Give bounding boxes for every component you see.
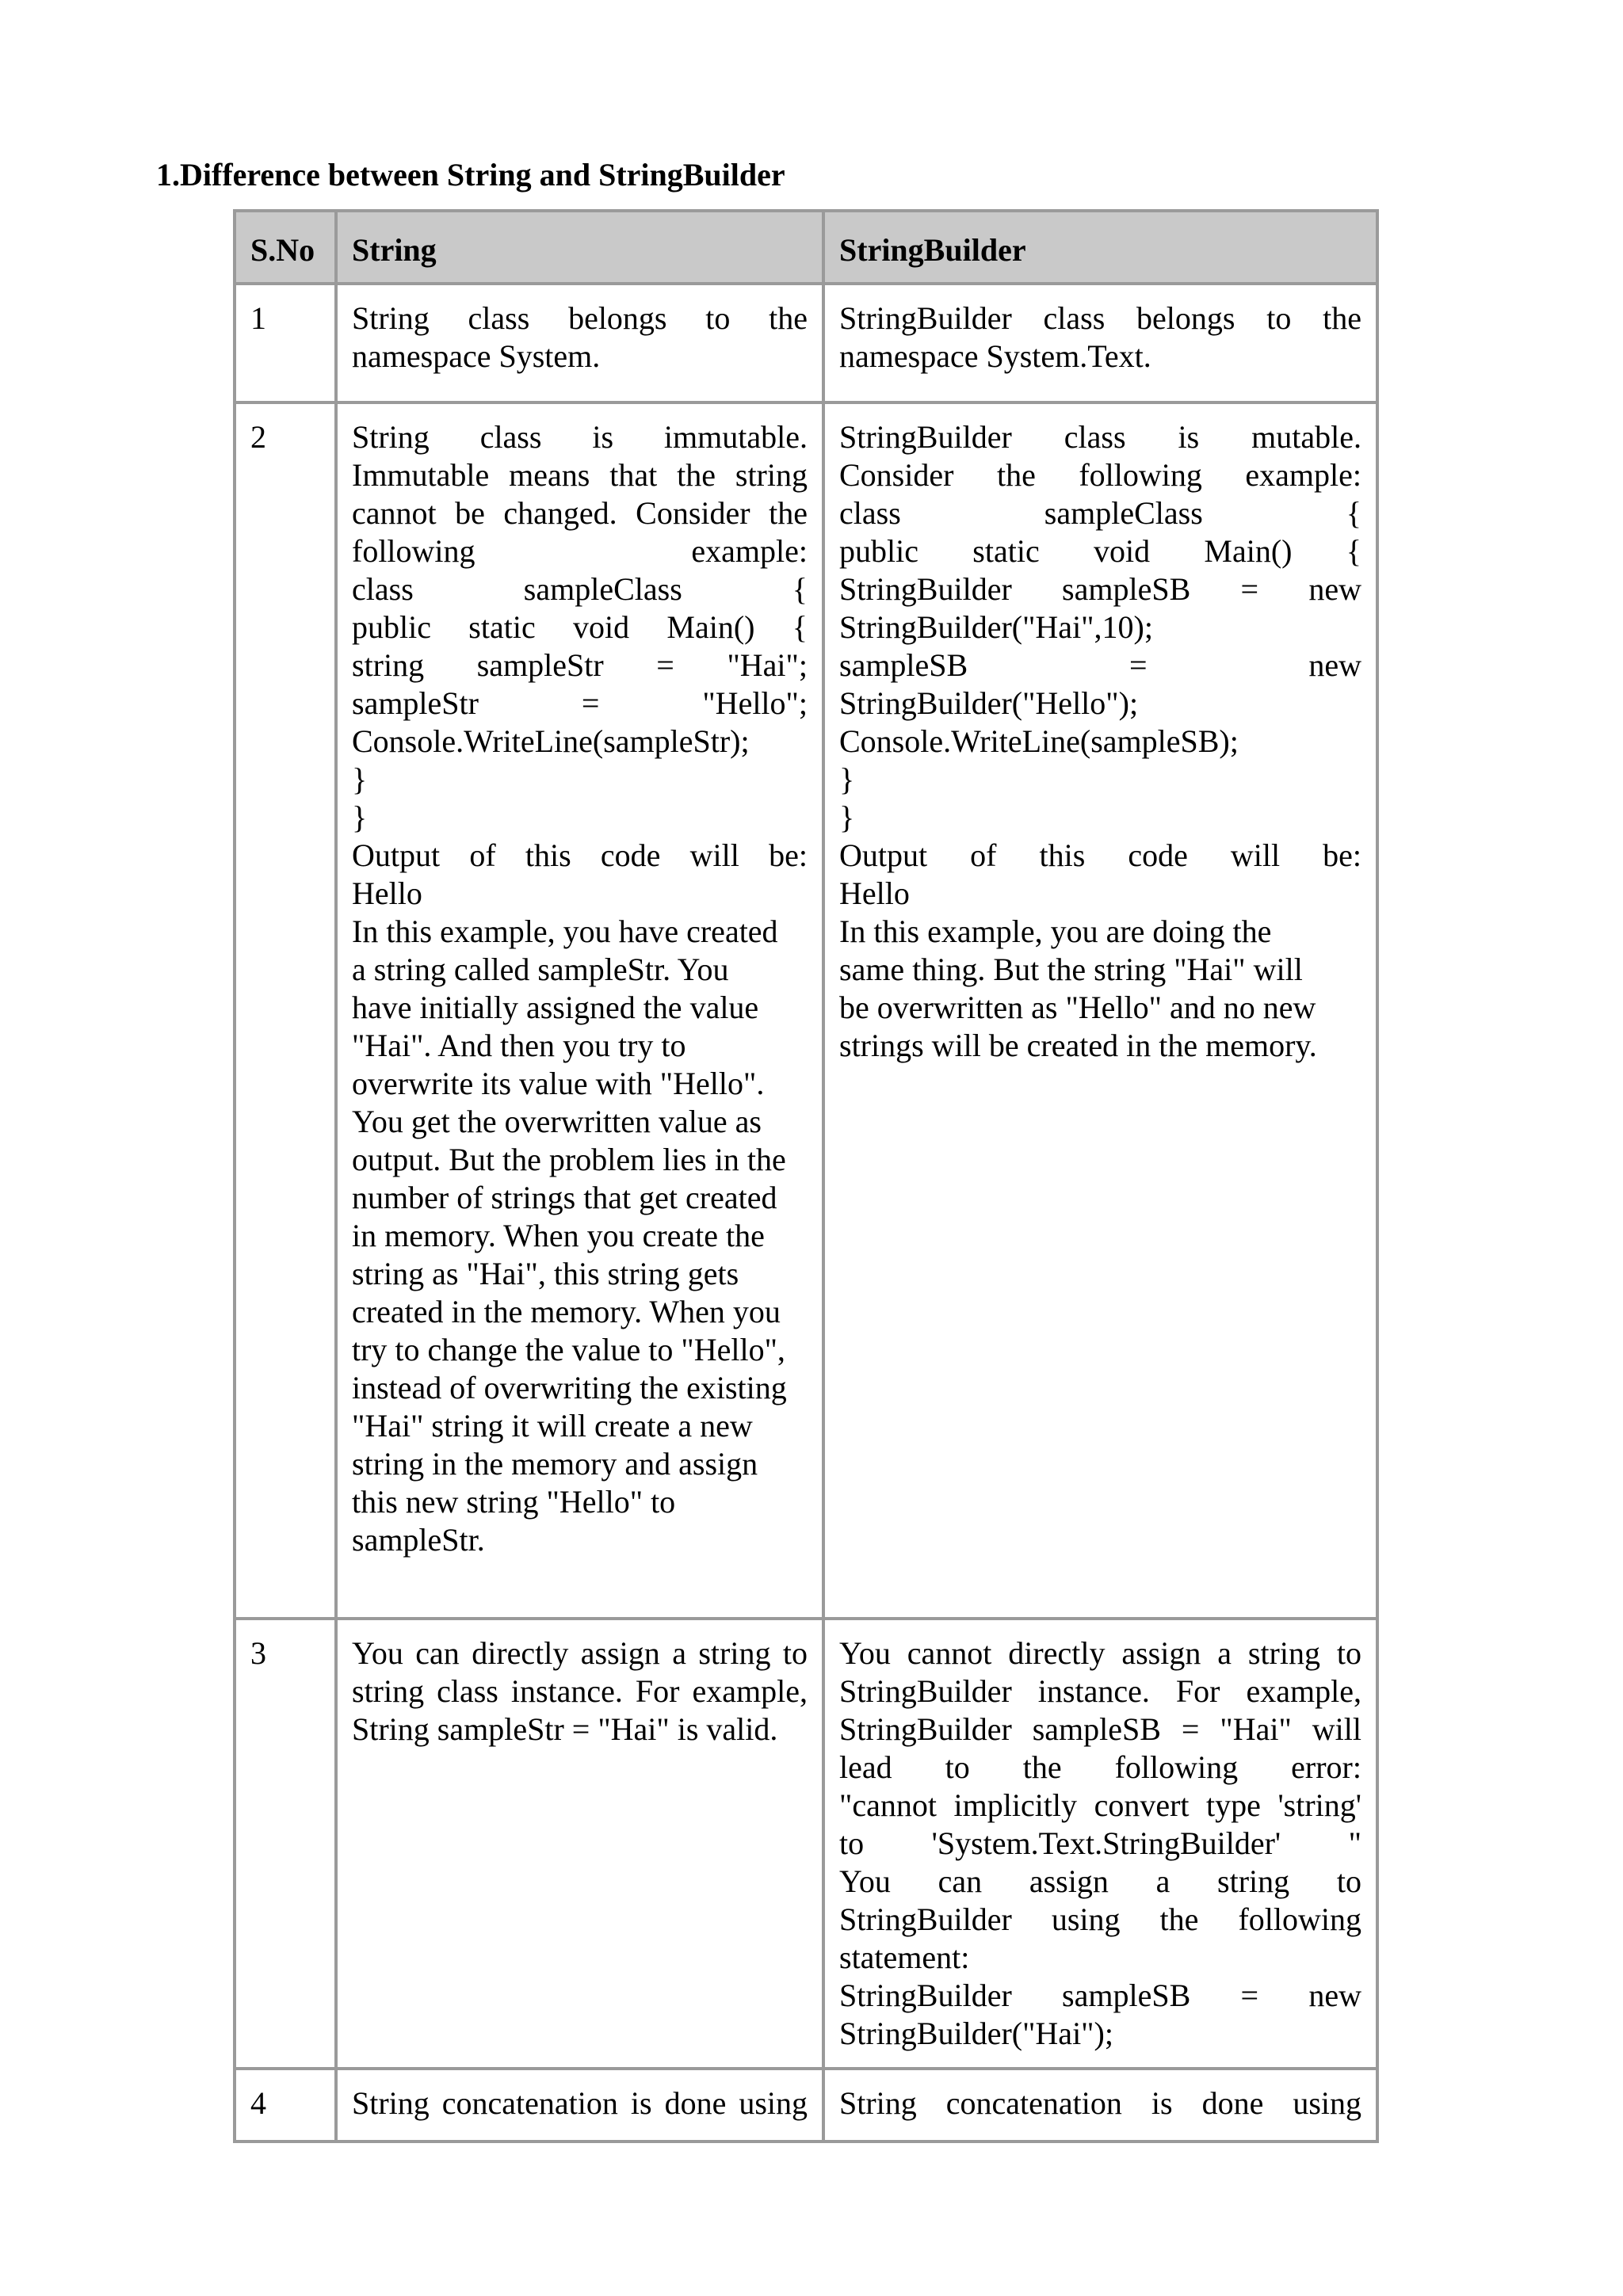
cell-line: StringBuilder using the following [839, 1901, 1361, 1937]
table-row [235, 1619, 1377, 2069]
table-row [235, 284, 1377, 402]
cell-line: number of strings that get created [352, 1180, 777, 1215]
cell-line: Consider the following example: [839, 457, 1361, 493]
cell-line: this new string "Hello" to [352, 1484, 676, 1520]
cell-line: StringBuilder("Hello"); [839, 685, 1139, 721]
cell-line: sampleStr = "Hello"; [352, 685, 808, 721]
cell-line: In this example, you are doing the [839, 913, 1272, 949]
cell-line: class sampleClass { [352, 571, 808, 607]
cell-line: strings will be created in the memory. [839, 1028, 1317, 1063]
cell-line: "Hai". And then you try to [352, 1028, 686, 1063]
cell-line: StringBuilder("Hai"); [839, 2016, 1113, 2051]
cell-line: be overwritten as "Hello" and no new [839, 990, 1316, 1025]
cell-stringbuilder [823, 1619, 1377, 2069]
cell-line: StringBuilder instance. For example, [839, 1673, 1361, 1709]
cell-string [336, 1619, 823, 2069]
cell-line: cannot be changed. Consider the [352, 495, 808, 531]
cell-line: Output of this code will be: [839, 837, 1361, 873]
page-title: 1.Difference between String and StringBuilder [156, 157, 785, 193]
table-row [235, 2069, 1377, 2142]
cell-line: StringBuilder class is mutable. [839, 419, 1361, 455]
cell-string [336, 402, 823, 1619]
cell-line: statement: [839, 1939, 970, 1975]
cell-line: Output of this code will be: [352, 837, 808, 873]
cell-line: in memory. When you create the [352, 1218, 765, 1253]
cell-sno: 4 [235, 2069, 336, 2142]
cell-line: Hello [352, 875, 422, 911]
table-row [235, 402, 1377, 1619]
cell-line: namespace System. [352, 338, 601, 374]
header-stringbuilder: StringBuilder [823, 211, 1377, 284]
cell-line: overwrite its value with "Hello". [352, 1066, 765, 1101]
cell-line: Console.WriteLine(sampleSB); [839, 723, 1239, 759]
cell-line: to 'System.Text.StringBuilder' " [839, 1825, 1361, 1861]
cell-line: lead to the following error: [839, 1749, 1361, 1785]
cell-line: String class is immutable. [352, 419, 808, 455]
cell-line: Console.WriteLine(sampleStr); [352, 723, 750, 759]
cell-sno: 1 [235, 284, 336, 402]
cell-line: same thing. But the string "Hai" will [839, 952, 1303, 987]
cell-string [336, 284, 823, 402]
cell-string [336, 2069, 823, 2142]
comparison-table [233, 209, 1379, 2143]
cell-line: StringBuilder("Hai",10); [839, 609, 1153, 645]
table-header-row [235, 211, 1377, 284]
cell-line: instead of overwriting the existing [352, 1370, 787, 1405]
cell-line: Hello [839, 875, 910, 911]
cell-line: String class belongs to the [352, 300, 808, 336]
cell-line: output. But the problem lies in the [352, 1142, 786, 1177]
cell-sno: 2 [235, 402, 336, 1619]
cell-line: have initially assigned the value [352, 990, 759, 1025]
cell-line: namespace System.Text. [839, 338, 1151, 374]
header-string: String [336, 211, 823, 284]
cell-line: String sampleStr = "Hai" is valid. [352, 1711, 778, 1747]
cell-line: StringBuilder sampleSB = new [839, 1978, 1361, 2013]
cell-line: } [839, 761, 855, 797]
cell-line: In this example, you have created [352, 913, 778, 949]
cell-line: StringBuilder class belongs to the [839, 300, 1361, 336]
cell-line: String concatenation is done using [839, 2085, 1361, 2121]
cell-line: sampleStr. [352, 1522, 485, 1558]
cell-line: a string called sampleStr. You [352, 952, 729, 987]
cell-line: StringBuilder sampleSB = "Hai" will [839, 1711, 1361, 1747]
cell-line: StringBuilder sampleSB = new [839, 571, 1361, 607]
cell-line: You can assign a string to [839, 1863, 1361, 1899]
cell-stringbuilder [823, 2069, 1377, 2142]
header-sno: S.No [235, 211, 336, 284]
cell-line: string in the memory and assign [352, 1446, 758, 1482]
cell-stringbuilder [823, 284, 1377, 402]
cell-line: } [352, 799, 368, 835]
cell-line: } [352, 761, 368, 797]
cell-line: You can directly assign a string to [352, 1635, 808, 1671]
cell-line: class sampleClass { [839, 495, 1361, 531]
cell-line: You get the overwritten value as [352, 1104, 762, 1139]
cell-stringbuilder [823, 402, 1377, 1619]
cell-line: string as "Hai", this string gets [352, 1256, 739, 1291]
cell-sno: 3 [235, 1619, 336, 2069]
cell-line: Immutable means that the string [352, 457, 808, 493]
cell-line: public static void Main() { [839, 533, 1361, 569]
cell-line: public static void Main() { [352, 609, 808, 645]
cell-line: "Hai" string it will create a new [352, 1408, 753, 1444]
cell-line: string sampleStr = "Hai"; [352, 647, 808, 683]
cell-line: "cannot implicitly convert type 'string' [839, 1787, 1361, 1823]
cell-line: String concatenation is done using [352, 2085, 808, 2121]
cell-line: try to change the value to "Hello", [352, 1332, 785, 1367]
cell-line: You cannot directly assign a string to [839, 1635, 1361, 1671]
cell-line: sampleSB = new [839, 647, 1361, 683]
cell-line: } [839, 799, 855, 835]
cell-line: string class instance. For example, [352, 1673, 808, 1709]
cell-line: created in the memory. When you [352, 1294, 781, 1329]
cell-line: following example: [352, 533, 808, 569]
